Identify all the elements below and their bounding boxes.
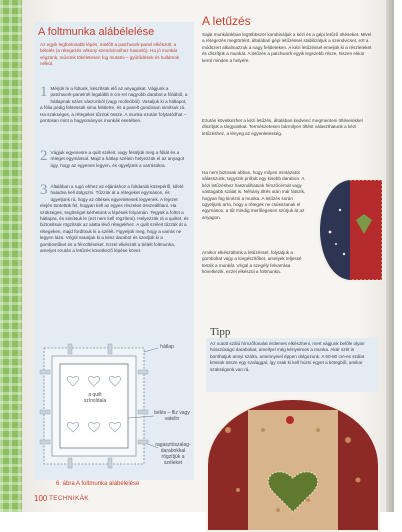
- step-2: [40, 150, 190, 169]
- label-quilt-top: a quilt színoldala: [83, 392, 107, 404]
- right-paragraph-3: Ha nem biztosak abban, hogy milyen mintázatot válasszunk, tegyünk próbát egy kisebb darabon. A kézi letűzéshez használhatunk hímzőcérnát vagy vastagabb szálat is. Néhány öltés után már látszik, hogyan fog kinézni a munka. A letűzés során ügyeljünk arra, hogy a rétegek ne csússzanak el egymáson, a tűt mindig merőlegesen szúrjuk át az anyagon.: [202, 170, 306, 220]
- tip-heading: Tipp: [210, 326, 231, 338]
- page-edge: [386, 0, 394, 512]
- page-number: 100: [34, 494, 48, 503]
- step-3: [40, 184, 190, 254]
- right-paragraph-2: Ezután következhet a kézi letűzés, általában kedvenc megmenteni öltéseinkkel díszítjük a tárgyainkat. Természetesen bármilyen öltést választhatunk a kézi letűzéshez, a lényeg az egyenletesség.: [202, 118, 363, 136]
- left-column-title: A foltmunka alábélelése: [38, 26, 155, 38]
- section-name: TECHNIKÁK: [49, 495, 89, 502]
- tip-text: Az outott szálú hímzőfonalat érdemes elkészíteni, mert vágjunk belőle olyan hosszúságú darabokat, amellyel még kényelmes a munka. Akár szét is bonthatjuk annyi szálra, amennyivel éppen dolgozunk. A 60-80 cm-es szálat kössük össze egy szalaggal, így csak ki kell húzni egyet a kötegből, amikor szükségünk van rá.: [210, 341, 365, 372]
- label-batting: bélés – fliz vagy vatelin: [154, 410, 190, 422]
- right-column-title: A letűzés: [202, 14, 251, 28]
- step-number: 3: [40, 182, 48, 198]
- step-text: Általában a rugó ehhez az eljáráshoz a foltdarab közepéről, kifelé haladva kell dolgozni. Tűzzük át a rétegeket egymáson, és ügyeljünk rá, hogy az öltések egyenletesek legyenek. A fejezet elején tüntettük fel, hogyan kell az egyes részeket összeállítani. Ha szükséges, segítséget kérhetünk a lépések folyamán. Tegyük a foltot a hátlapra, és simítsuk le (ezt nem kell rögzíteni). Helyezzük rá a quiltet, és biztosítsuk rögzítsük az alatta lévő rétegekhez. A quilt széleit tűzzük át a rétegeken, majd fordítsuk ki a szélét. Figyeljük meg, hogy a varrás ne legyen laza. Végül vasaljuk ki a kész darabot és szedjük ki a gombostűket és a fércöltéseket. Ezzel elkészült a bélelt foltmunka, amelyet ezután a letűzés következő lépése követ.: [40, 184, 189, 254]
- left-column-intro: Az egyik legfontosabb lépés, mielőtt a patchwork-panel elkészült, a bélelés (a rétegezés vékony szendvicséhez hasonló). Ha jó munkát végzünk, művünk tökéletesen fog mutatni – gyűrődések és hullámok nélkül.: [40, 42, 180, 67]
- step-text: Mérjük le a foltunk, készítsük elő az anyagokat. Vágjunk a patchwork-panelnél legalább 5 cm-rel nagyobb darabot a fóliából, a hátlapnak szánt vászonból (vagy molinóból). Vasaljuk ki a hátlapot, a fólia pedig fektessük sima felületre, és a panelt gondosan simítsuk rá. Ha szükséges, a rétegeket tűzzük össze. A munka ezután folytatódhat – pontosan mint a hagyományos munkák esetében.: [40, 86, 188, 124]
- label-tape: ragasztószalag-darabokkal rögzítjük a széleket: [155, 442, 191, 466]
- right-paragraph-1: Saját munkáinkban legtöbbször kombináljuk a kézi és a gépi letűző öltéseket. Mivel a rétegezés megtörtént, általában gépi letűzéssel stabilizáljuk a szendvicset, ezt a módszert alkalmazzuk a nagy felületeken. A kézi letűzéssel emeljük ki a részleteket és díszítjük a munkát. A letűzés a patchwork egyik legszebb része, hiszen ekkor kerül minden a helyére.: [202, 32, 372, 63]
- step-1: [40, 86, 190, 124]
- photo-quilt-heart: [208, 400, 378, 530]
- right-paragraph-4: Amikor elkészültünk a letűzéssel, folytatjuk a gombokat vagy a kiegészítőket, amelyek teljessé teszik a munkát. Végül a szegély felvarrása következik, ezzel elkészül a foltmunka.: [202, 250, 302, 275]
- figure-caption: 6. ábra A foltmunka alábélelése: [56, 481, 140, 487]
- quilt-layering-diagram: [38, 330, 194, 480]
- photo-quilt-stars: [320, 180, 382, 280]
- step-number: 1: [40, 84, 48, 100]
- quilt-detail-photo: [318, 178, 384, 282]
- step-text: Vágjuk egyenesre a quilt széleit, vagy fésüljük meg a fóliát és a réteget egymással. Majd a hátlap szélein helyezzük el az anyagot úgy, hogy az egyenes legyen, és ügyeljünk a varrásokra.: [50, 150, 185, 168]
- green-gingham-spine: [0, 0, 22, 512]
- step-number: 2: [40, 148, 48, 164]
- label-backing: hátlap: [160, 344, 174, 350]
